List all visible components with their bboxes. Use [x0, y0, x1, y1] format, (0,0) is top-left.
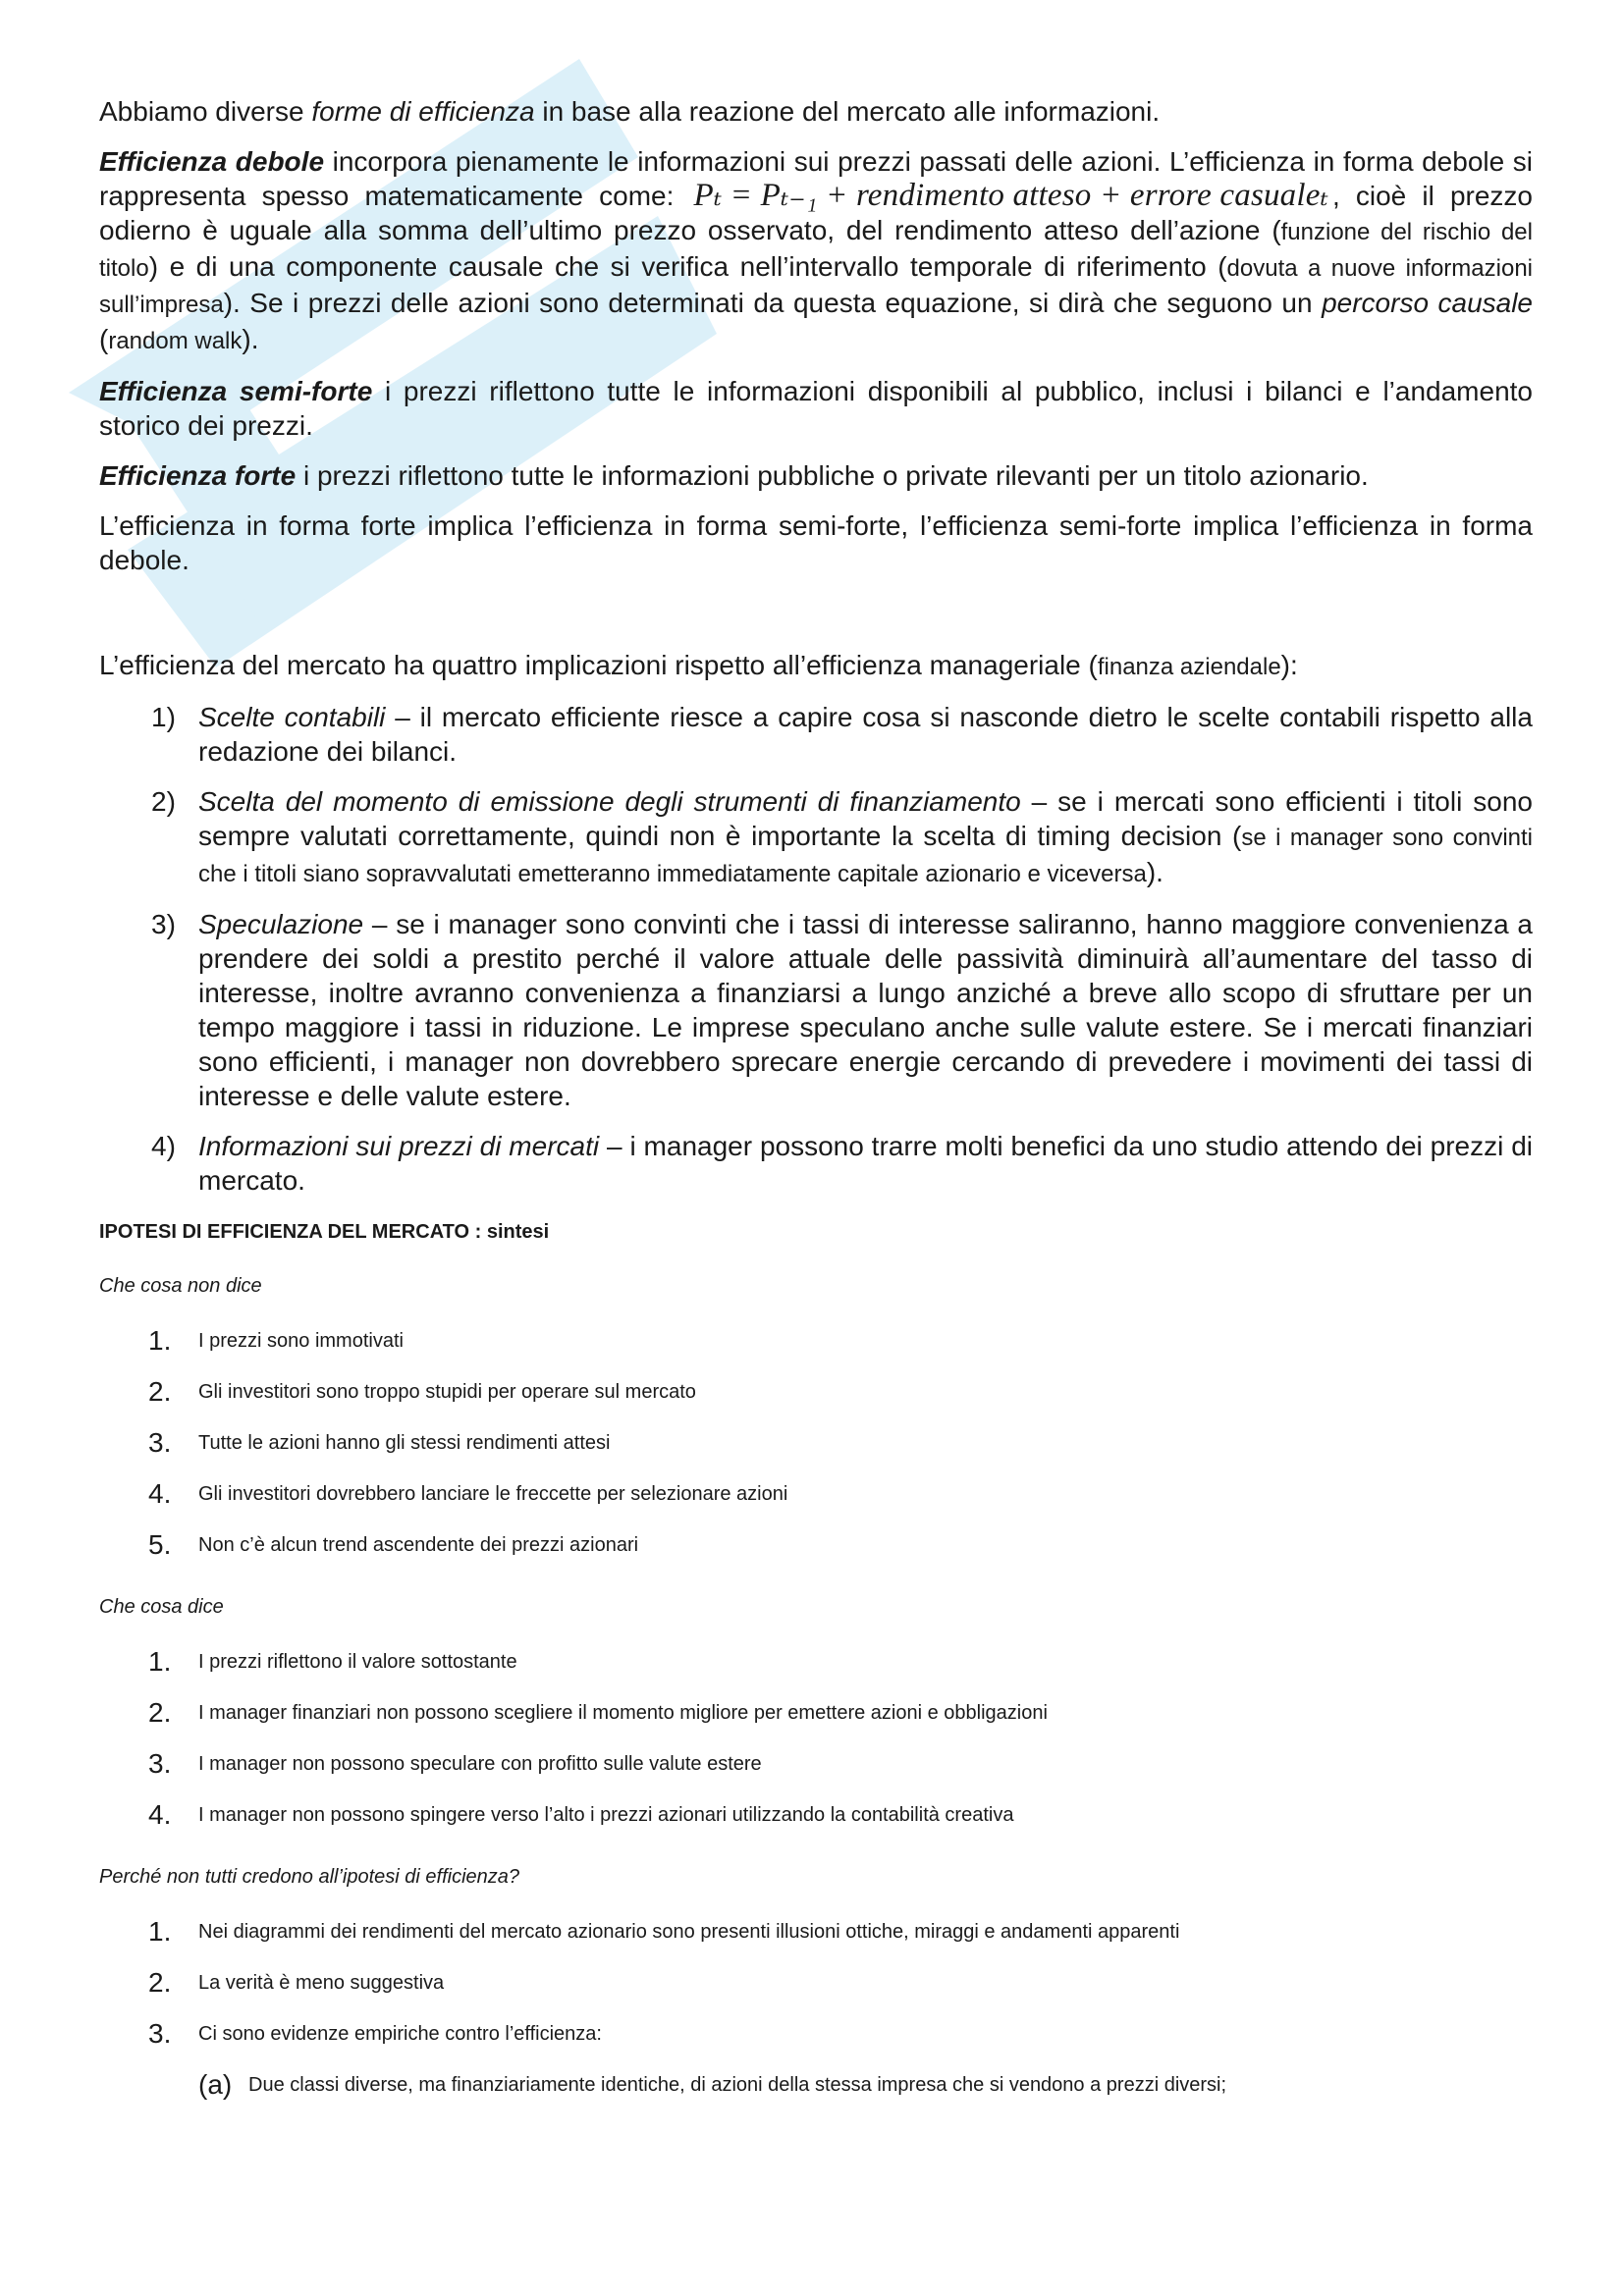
- why-title: Perché non tutti credono all’ipotesi di efficienza?: [99, 1866, 520, 1888]
- implications-intro: L’efficienza del mercato ha quattro implicazioni rispetto all’efficienza manageriale (finanza aziendale):: [99, 650, 1298, 680]
- term-weak: Efficienza debole: [99, 146, 325, 177]
- term-strong: Efficienza forte: [99, 460, 297, 491]
- list-item: 2. La verità è meno suggestiva: [148, 1967, 445, 1998]
- list-item: 2. I manager finanziari non possono scegliere il momento migliore per emettere azioni e obbligazioni: [148, 1697, 1048, 1728]
- summary-title: IPOTESI DI EFFICIENZA DEL MERCATO : sintesi: [99, 1221, 550, 1243]
- list-item: 1. I prezzi riflettono il valore sottostante: [148, 1646, 517, 1677]
- says-title: Che cosa dice: [99, 1596, 224, 1618]
- list-item: 3) Speculazione – se i manager sono convinti che i tassi di interesse saliranno, hanno maggiore convenienza a prendere dei soldi a prestito perché il valore attuale delle passività diminuirà all’aumentare del tasso di interesse, inoltre avranno convenienza a finanziarsi a lungo anziché a breve allo scopo di sfruttare per un tempo maggiore i tassi in riduzione. Le imprese speculano anche sulle valute estere. Se i mercati finanziari sono efficienti, i manager non dovrebbero sprecare energie cercando di prevedere i movimenti dei tassi di interesse e delle valute estere.: [151, 909, 1533, 1111]
- weak-efficiency-paragraph: Efficienza debole incorpora pienamente le informazioni sui prezzi passati delle azioni. L’efficienza in forma debole si rappresenta spesso matematicamente come: Pₜ = Pₜ₋₁ + rendimento atteso + errore casualeₜ , cioè il prezzo odierno è uguale alla somma dell’ultimo prezzo osservato, del rendimento atteso dell’azione (funzione del rischio del titolo) e di una componente causale che si verifica nell’intervallo temporale di riferimento (dovuta a nuove informazioni sull’impresa). Se i prezzi delle azioni sono determinati da questa equazione, si dirà che seguono un percorso causale (random walk).: [99, 146, 1534, 354]
- why-list: [99, 1906, 1533, 2059]
- list-item: 4) Informazioni sui prezzi di mercati – i manager possono trarre molti benefici da uno studio attendo dei prezzi di mercato.: [151, 1131, 1533, 1196]
- says-list: [99, 1636, 1533, 1841]
- list-item: 3. Ci sono evidenze empiriche contro l’efficienza:: [148, 2018, 602, 2049]
- intro-paragraph: Abbiamo diverse forme di efficienza in base alla reazione del mercato alle informazioni.: [99, 96, 1161, 127]
- list-item: 3. Tutte le azioni hanno gli stessi rendimenti attesi: [148, 1427, 611, 1458]
- list-item: 5. Non c’è alcun trend ascendente dei prezzi azionari: [148, 1529, 639, 1560]
- list-item: 2) Scelta del momento di emissione degli strumenti di finanziamento – se i mercati sono efficienti i titoli sono sempre valutati correttamente, quindi non è importante la scelta di timing decision (se i manager sono convinti che i titoli siano sopravvalutati emetteranno immediatamente capitale azionario e viceversa).: [151, 786, 1533, 887]
- list-item: 4. Gli investitori dovrebbero lanciare le freccette per selezionare azioni: [148, 1478, 788, 1509]
- implications-list: [99, 700, 1533, 1198]
- list-item: 4. I manager non possono spingere verso l’alto i prezzi azionari utilizzando la contabilità creativa: [148, 1799, 1014, 1830]
- term-semi-strong: Efficienza semi-forte: [99, 376, 373, 406]
- list-item: 1) Scelte contabili – il mercato efficiente riesce a capire cosa si nasconde dietro le scelte contabili rispetto alla redazione dei bilanci.: [151, 702, 1533, 767]
- not-say-title: Che cosa non dice: [99, 1275, 262, 1297]
- weak-form-formula: Pₜ = Pₜ₋₁ + rendimento atteso + errore casualeₜ: [693, 178, 1328, 213]
- strong-paragraph: Efficienza forte i prezzi riflettono tutte le informazioni pubbliche o private rilevanti per un titolo azionario.: [99, 460, 1369, 491]
- list-sub-item: (a) Due classi diverse, ma finanziariamente identiche, di azioni della stessa impresa che si vendono a prezzi diversi;: [198, 2069, 1227, 2100]
- semi-strong-paragraph: Efficienza semi-forte i prezzi riflettono tutte le informazioni disponibili al pubblico, inclusi i bilanci e l’andamento storico dei prezzi.: [99, 376, 1533, 441]
- list-item: 1. I prezzi sono immotivati: [148, 1325, 404, 1356]
- list-item: 3. I manager non possono speculare con profitto sulle valute estere: [148, 1748, 762, 1779]
- implication-chain-paragraph: L’efficienza in forma forte implica l’efficienza in forma semi-forte, l’efficienza semi-forte implica l’efficienza in forma debole.: [99, 510, 1533, 575]
- list-item: 2. Gli investitori sono troppo stupidi per operare sul mercato: [148, 1376, 696, 1407]
- list-item: 1. Nei diagrammi dei rendimenti del mercato azionario sono presenti illusioni ottiche, miraggi e andamenti apparenti: [148, 1916, 1180, 1947]
- document-page: [99, 94, 1533, 2107]
- not-say-list: [99, 1315, 1533, 1571]
